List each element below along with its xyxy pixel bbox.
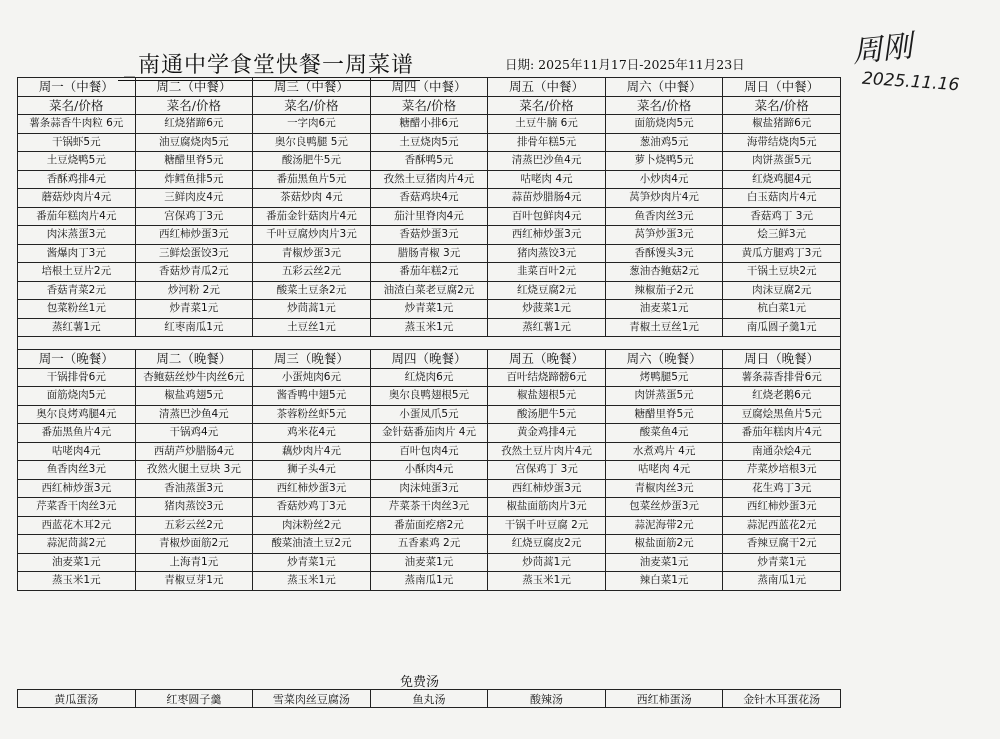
dinner-dish-cell: 蒸南瓜1元	[723, 572, 841, 591]
lunch-dish-cell: 椒盐猪蹄6元	[723, 115, 841, 134]
dish-price-header: 菜名/价格	[135, 96, 253, 115]
dinner-dish-cell: 猪肉蒸饺3元	[135, 498, 253, 517]
lunch-dish-cell: 青椒炒蛋3元	[253, 244, 371, 263]
dinner-dish-row	[18, 387, 841, 406]
free-soup-table	[17, 689, 841, 708]
dinner-day-header: 周四（晚餐）	[370, 350, 488, 369]
dinner-day-header: 周三（晚餐）	[253, 350, 371, 369]
lunch-dish-row	[18, 189, 841, 208]
lunch-dish-cell: 肉沫蒸蛋3元	[18, 226, 136, 245]
dinner-dish-cell: 金针菇番茄肉片 4元	[370, 424, 488, 443]
lunch-dish-cell: 青椒土豆丝1元	[605, 318, 723, 337]
dinner-dish-cell: 肉饼蒸蛋5元	[605, 387, 723, 406]
lunch-day-header: 周四（中餐）	[370, 78, 488, 97]
lunch-dish-row	[18, 226, 841, 245]
dinner-dish-cell: 蒜泥茼蒿2元	[18, 535, 136, 554]
lunch-dish-cell: 土豆牛腩 6元	[488, 115, 606, 134]
lunch-dish-cell: 三鲜烩蛋饺3元	[135, 244, 253, 263]
dinner-dish-cell: 酸菜油渣土豆2元	[253, 535, 371, 554]
dinner-dish-row	[18, 424, 841, 443]
lunch-day-header: 周三（中餐）	[253, 78, 371, 97]
dinner-dish-cell: 肉沫炖蛋3元	[370, 479, 488, 498]
dinner-dish-cell: 小蛋凤爪5元	[370, 405, 488, 424]
dinner-dish-cell: 辣白菜1元	[605, 572, 723, 591]
lunch-dish-cell: 土豆丝1元	[253, 318, 371, 337]
lunch-dish-cell: 炸鳕鱼排5元	[135, 170, 253, 189]
dinner-dish-cell: 青椒肉丝3元	[605, 479, 723, 498]
lunch-dish-cell: 蘑菇炒肉片4元	[18, 189, 136, 208]
lunch-day-header: 周一（中餐）	[18, 78, 136, 97]
lunch-dish-cell: 烩三鲜3元	[723, 226, 841, 245]
handwritten-signature: 周刚	[850, 28, 915, 71]
dinner-dish-cell: 青椒炒面筋2元	[135, 535, 253, 554]
soup-cell: 黄瓜蛋汤	[18, 690, 136, 708]
free-soup-label: 免费汤	[400, 675, 440, 690]
lunch-dish-row	[18, 170, 841, 189]
lunch-dish-cell: 番茄年糕肉片4元	[18, 207, 136, 226]
soup-cell: 金针木耳蛋花汤	[723, 690, 841, 708]
dinner-dish-cell: 芹菜炒培根3元	[723, 461, 841, 480]
lunch-dish-cell: 莴笋炒肉片4元	[605, 189, 723, 208]
dinner-dish-cell: 酱香鸭中翅5元	[253, 387, 371, 406]
lunch-dish-row	[18, 152, 841, 171]
dinner-dish-cell: 蒸玉米1元	[18, 572, 136, 591]
dinner-dish-row	[18, 516, 841, 535]
lunch-dish-cell: 番茄金针菇肉片4元	[253, 207, 371, 226]
dinner-day-header: 周六（晚餐）	[605, 350, 723, 369]
dinner-dish-cell: 红烧老鹅6元	[723, 387, 841, 406]
dinner-dish-cell: 青椒豆芽1元	[135, 572, 253, 591]
dinner-dish-cell: 西红柿炒蛋3元	[488, 479, 606, 498]
lunch-dish-row	[18, 133, 841, 152]
dinner-dish-cell: 椒盐面筋2元	[605, 535, 723, 554]
soup-cell: 酸辣汤	[488, 690, 606, 708]
lunch-dish-cell: 香菇青菜2元	[18, 281, 136, 300]
dinner-dish-cell: 糖醋里脊5元	[605, 405, 723, 424]
lunch-dish-cell: 糖醋里脊5元	[135, 152, 253, 171]
dinner-dish-row	[18, 461, 841, 480]
lunch-day-header: 周五（中餐）	[488, 78, 606, 97]
page-title: _南通中学食堂快餐一周菜谱	[118, 48, 420, 81]
dinner-dish-cell: 上海青1元	[135, 553, 253, 572]
dinner-dish-cell: 香菇炒鸡丁3元	[253, 498, 371, 517]
lunch-dish-cell: 炒菠菜1元	[488, 300, 606, 319]
dinner-dish-cell: 肉沫粉丝2元	[253, 516, 371, 535]
lunch-dish-cell: 肉沫豆腐2元	[723, 281, 841, 300]
dinner-day-header: 周日（晚餐）	[723, 350, 841, 369]
lunch-dish-cell: 土豆烧肉5元	[370, 133, 488, 152]
lunch-dish-cell: 炒河粉 2元	[135, 281, 253, 300]
lunch-dish-cell: 培根土豆片2元	[18, 263, 136, 282]
dinner-dish-cell: 炒青菜1元	[723, 553, 841, 572]
lunch-dish-cell: 肉饼蒸蛋5元	[723, 152, 841, 171]
dinner-dish-cell: 南通杂烩4元	[723, 442, 841, 461]
dinner-dish-cell: 红烧肉6元	[370, 368, 488, 387]
lunch-dish-cell: 蒸红薯1元	[488, 318, 606, 337]
dinner-dish-cell: 油麦菜1元	[370, 553, 488, 572]
lunch-dish-cell: 鱼香肉丝3元	[605, 207, 723, 226]
dinner-dish-cell: 狮子头4元	[253, 461, 371, 480]
dinner-dish-cell: 西红柿炒蛋3元	[723, 498, 841, 517]
lunch-dish-cell: 炒青菜1元	[370, 300, 488, 319]
lunch-dish-cell: 黄瓜方腿鸡丁3元	[723, 244, 841, 263]
dish-price-header: 菜名/价格	[18, 96, 136, 115]
lunch-dish-cell: 杭白菜1元	[723, 300, 841, 319]
soup-cell: 鱼丸汤	[370, 690, 488, 708]
dish-price-header: 菜名/价格	[723, 96, 841, 115]
lunch-day-header-row	[18, 78, 841, 97]
lunch-dish-cell: 莴笋炒蛋3元	[605, 226, 723, 245]
dinner-dish-row	[18, 498, 841, 517]
dinner-dish-cell: 炒茼蒿1元	[488, 553, 606, 572]
dinner-dish-cell: 红烧豆腐皮2元	[488, 535, 606, 554]
dinner-dish-cell: 宫保鸡丁 3元	[488, 461, 606, 480]
lunch-dish-cell: 香菇炒蛋3元	[370, 226, 488, 245]
dinner-dish-cell: 干锅鸡4元	[135, 424, 253, 443]
dinner-dish-cell: 番茄面疙瘩2元	[370, 516, 488, 535]
lunch-dish-cell: 葱油杏鲍菇2元	[605, 263, 723, 282]
dinner-dish-cell: 百叶结烧蹄髈6元	[488, 368, 606, 387]
dinner-dish-cell: 芹菜香干肉丝3元	[18, 498, 136, 517]
dinner-dish-row	[18, 442, 841, 461]
dinner-dish-cell: 番茄黑鱼片4元	[18, 424, 136, 443]
dinner-dish-cell: 蒸玉米1元	[488, 572, 606, 591]
lunch-dish-cell: 孜然土豆猪肉片4元	[370, 170, 488, 189]
lunch-dish-cell: 腊肠青椒 3元	[370, 244, 488, 263]
dinner-dish-cell: 西葫芦炒腊肠4元	[135, 442, 253, 461]
dinner-dish-cell: 干锅排骨6元	[18, 368, 136, 387]
lunch-dish-cell: 油麦菜1元	[605, 300, 723, 319]
dinner-day-header-row	[18, 350, 841, 369]
lunch-dish-cell: 清蒸巴沙鱼4元	[488, 152, 606, 171]
dinner-dish-cell: 面筋烧肉5元	[18, 387, 136, 406]
lunch-dish-cell: 排骨年糕5元	[488, 133, 606, 152]
lunch-dish-cell: 小炒肉4元	[605, 170, 723, 189]
lunch-dish-row	[18, 318, 841, 337]
dinner-dish-row	[18, 553, 841, 572]
soup-cell: 雪菜肉丝豆腐汤	[253, 690, 371, 708]
section-gap-row	[18, 337, 841, 350]
lunch-dish-cell: 番茄年糕2元	[370, 263, 488, 282]
date-range: 日期: 2025年11月17日-2025年11月23日	[505, 57, 745, 72]
lunch-dish-cell: 土豆烧鸭5元	[18, 152, 136, 171]
dinner-dish-cell: 蒜泥西蓝花2元	[723, 516, 841, 535]
lunch-dish-cell: 蒜苗炒腊肠4元	[488, 189, 606, 208]
dinner-day-header: 周五（晚餐）	[488, 350, 606, 369]
menu-title: 南通中学食堂快餐一周菜谱	[138, 53, 415, 78]
lunch-dish-cell: 奥尔良鸭腿 5元	[253, 133, 371, 152]
lunch-dish-cell: 千叶豆腐炒肉片3元	[253, 226, 371, 245]
lunch-dish-cell: 油豆腐烧肉5元	[135, 133, 253, 152]
lunch-dish-row	[18, 263, 841, 282]
dinner-dish-cell: 奥尔良鸭翅根5元	[370, 387, 488, 406]
dinner-dish-cell: 油麦菜1元	[605, 553, 723, 572]
dinner-dish-cell: 香油蒸蛋3元	[135, 479, 253, 498]
lunch-dish-cell: 猪肉蒸饺3元	[488, 244, 606, 263]
lunch-dish-cell: 包菜粉丝1元	[18, 300, 136, 319]
dinner-dish-cell: 芹菜茶干肉丝3元	[370, 498, 488, 517]
lunch-dish-cell: 南瓜圆子羹1元	[723, 318, 841, 337]
lunch-dish-cell: 红烧鸡腿4元	[723, 170, 841, 189]
dinner-day-header: 周一（晚餐）	[18, 350, 136, 369]
dinner-dish-cell: 椒盐鸡翅5元	[135, 387, 253, 406]
lunch-dish-cell: 茄汁里脊肉4元	[370, 207, 488, 226]
lunch-dish-cell: 面筋烧肉5元	[605, 115, 723, 134]
lunch-dish-cell: 红枣南瓜1元	[135, 318, 253, 337]
dish-price-header: 菜名/价格	[605, 96, 723, 115]
dinner-dish-row	[18, 405, 841, 424]
dinner-dish-cell: 小蛋炖肉6元	[253, 368, 371, 387]
lunch-dish-cell: 薯条蒜香牛肉粒 6元	[18, 115, 136, 134]
soup-row	[18, 690, 841, 708]
dinner-dish-cell: 炒青菜1元	[253, 553, 371, 572]
dinner-dish-row	[18, 368, 841, 387]
column-header-row	[18, 96, 841, 115]
lunch-dish-cell: 葱油鸡5元	[605, 133, 723, 152]
dinner-dish-cell: 鱼香肉丝3元	[18, 461, 136, 480]
lunch-dish-cell: 一字肉6元	[253, 115, 371, 134]
dinner-dish-cell: 杏鲍菇丝炒牛肉丝6元	[135, 368, 253, 387]
dinner-dish-cell: 蒸玉米1元	[253, 572, 371, 591]
dinner-dish-cell: 椒盐面筋肉片3元	[488, 498, 606, 517]
dinner-dish-row	[18, 535, 841, 554]
dish-price-header: 菜名/价格	[488, 96, 606, 115]
handwritten-date: 2025.11.16	[861, 68, 960, 96]
dinner-dish-cell: 咕咾肉 4元	[605, 461, 723, 480]
lunch-dish-cell: 糖醋小排6元	[370, 115, 488, 134]
lunch-dish-cell: 炒茼蒿1元	[253, 300, 371, 319]
dinner-dish-cell: 藕炒肉片4元	[253, 442, 371, 461]
dinner-dish-cell: 蒜泥海带2元	[605, 516, 723, 535]
dinner-dish-cell: 酸汤肥牛5元	[488, 405, 606, 424]
dinner-dish-cell: 孜然土豆片肉片4元	[488, 442, 606, 461]
lunch-dish-cell: 韭菜百叶2元	[488, 263, 606, 282]
dinner-dish-cell: 百叶包肉4元	[370, 442, 488, 461]
dinner-dish-cell: 番茄年糕肉片4元	[723, 424, 841, 443]
lunch-dish-cell: 香菇炒青瓜2元	[135, 263, 253, 282]
dinner-dish-cell: 香辣豆腐干2元	[723, 535, 841, 554]
lunch-dish-cell: 酱爆肉丁3元	[18, 244, 136, 263]
lunch-day-header: 周六（中餐）	[605, 78, 723, 97]
lunch-dish-cell: 香菇鸡块4元	[370, 189, 488, 208]
dinner-dish-cell: 孜然火腿土豆块 3元	[135, 461, 253, 480]
dinner-dish-cell: 豆腐烩黑鱼片5元	[723, 405, 841, 424]
dinner-dish-cell: 油麦菜1元	[18, 553, 136, 572]
dinner-dish-cell: 椒盐翅根5元	[488, 387, 606, 406]
dinner-dish-cell: 黄金鸡排4元	[488, 424, 606, 443]
dish-price-header: 菜名/价格	[370, 96, 488, 115]
weekly-menu-table	[17, 77, 841, 591]
dinner-dish-cell: 五彩云丝2元	[135, 516, 253, 535]
lunch-dish-cell: 海带结烧肉5元	[723, 133, 841, 152]
lunch-dish-cell: 干锅虾5元	[18, 133, 136, 152]
dinner-dish-cell: 包菜丝炒蛋3元	[605, 498, 723, 517]
lunch-dish-cell: 香菇鸡丁 3元	[723, 207, 841, 226]
dinner-dish-cell: 干锅千叶豆腐 2元	[488, 516, 606, 535]
lunch-dish-row	[18, 281, 841, 300]
dinner-dish-cell: 西红柿炒蛋3元	[18, 479, 136, 498]
lunch-dish-cell: 干锅土豆块2元	[723, 263, 841, 282]
lunch-dish-cell: 香酥鸡排4元	[18, 170, 136, 189]
lunch-dish-row	[18, 115, 841, 134]
dinner-dish-row	[18, 572, 841, 591]
dinner-dish-cell: 茶蓉粉丝虾5元	[253, 405, 371, 424]
lunch-dish-cell: 西红柿炒蛋3元	[488, 226, 606, 245]
lunch-dish-cell: 红烧豆腐2元	[488, 281, 606, 300]
dish-price-header: 菜名/价格	[253, 96, 371, 115]
dinner-dish-cell: 蒸南瓜1元	[370, 572, 488, 591]
lunch-dish-cell: 酸菜土豆条2元	[253, 281, 371, 300]
soup-cell: 西红柿蛋汤	[605, 690, 723, 708]
lunch-dish-cell: 香酥馒头3元	[605, 244, 723, 263]
lunch-dish-cell: 红烧猪蹄6元	[135, 115, 253, 134]
dinner-dish-cell: 鸡米花4元	[253, 424, 371, 443]
dinner-dish-row	[18, 479, 841, 498]
lunch-dish-cell: 蒸玉米1元	[370, 318, 488, 337]
lunch-dish-cell: 五彩云丝2元	[253, 263, 371, 282]
lunch-dish-cell: 番茄黑鱼片5元	[253, 170, 371, 189]
lunch-dish-cell: 酸汤肥牛5元	[253, 152, 371, 171]
dinner-dish-cell: 烤鸭腿5元	[605, 368, 723, 387]
dinner-dish-cell: 五香素鸡 2元	[370, 535, 488, 554]
lunch-dish-cell: 炒青菜1元	[135, 300, 253, 319]
dinner-dish-cell: 清蒸巴沙鱼4元	[135, 405, 253, 424]
dinner-day-header: 周二（晚餐）	[135, 350, 253, 369]
dinner-dish-cell: 水煮鸡片 4元	[605, 442, 723, 461]
dinner-dish-cell: 西蓝花木耳2元	[18, 516, 136, 535]
soup-cell: 红枣圆子羹	[135, 690, 253, 708]
dinner-dish-cell: 西红柿炒蛋3元	[253, 479, 371, 498]
lunch-dish-cell: 茶菇炒肉 4元	[253, 189, 371, 208]
lunch-dish-cell: 白玉菇肉片4元	[723, 189, 841, 208]
lunch-day-header: 周二（中餐）	[135, 78, 253, 97]
lunch-dish-cell: 香酥鸭5元	[370, 152, 488, 171]
dinner-dish-cell: 小酥肉4元	[370, 461, 488, 480]
lunch-dish-row	[18, 244, 841, 263]
dinner-dish-cell: 薯条蒜香排骨6元	[723, 368, 841, 387]
lunch-dish-cell: 咕咾肉 4元	[488, 170, 606, 189]
lunch-dish-cell: 三鲜肉皮4元	[135, 189, 253, 208]
dinner-dish-cell: 花生鸡丁3元	[723, 479, 841, 498]
lunch-day-header: 周日（中餐）	[723, 78, 841, 97]
lunch-dish-cell: 百叶包鲜肉4元	[488, 207, 606, 226]
lunch-dish-cell: 油渣白菜老豆腐2元	[370, 281, 488, 300]
section-gap	[18, 337, 841, 350]
dinner-dish-cell: 酸菜鱼4元	[605, 424, 723, 443]
lunch-dish-cell: 西红柿炒蛋3元	[135, 226, 253, 245]
lunch-dish-cell: 萝卜烧鸭5元	[605, 152, 723, 171]
lunch-dish-cell: 辣椒茄子2元	[605, 281, 723, 300]
dinner-dish-cell: 咕咾肉4元	[18, 442, 136, 461]
lunch-dish-row	[18, 300, 841, 319]
lunch-dish-cell: 宫保鸡丁3元	[135, 207, 253, 226]
lunch-dish-row	[18, 207, 841, 226]
lunch-dish-cell: 蒸红薯1元	[18, 318, 136, 337]
dinner-dish-cell: 奥尔良烤鸡腿4元	[18, 405, 136, 424]
